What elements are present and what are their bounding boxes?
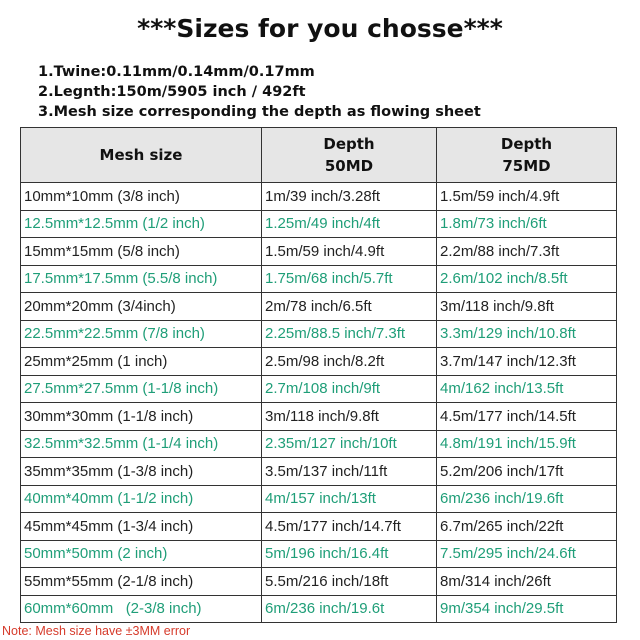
cell-mesh-size: 20mm*20mm (3/4inch) <box>21 293 262 321</box>
cell-depth-75md: 4m/162 inch/13.5ft <box>437 375 617 403</box>
table-header-row <box>21 128 617 183</box>
cell-depth-75md: 2.6m/102 inch/8.5ft <box>437 265 617 293</box>
table-row <box>21 513 617 541</box>
cell-depth-75md: 4.5m/177 inch/14.5ft <box>437 403 617 431</box>
spec-twine: 1.Twine:0.11mm/0.14mm/0.17mm <box>38 64 315 80</box>
cell-mesh-size: 15mm*15mm (5/8 inch) <box>21 238 262 266</box>
cell-depth-75md: 9m/354 inch/29.5ft <box>437 595 617 623</box>
cell-depth-75md: 3.3m/129 inch/10.8ft <box>437 320 617 348</box>
header-depth-50md <box>262 128 437 183</box>
table-row <box>21 568 617 596</box>
table-body <box>21 183 617 623</box>
cell-depth-50md: 2.7m/108 inch/9ft <box>262 375 437 403</box>
cell-mesh-size: 35mm*35mm (1-3/8 inch) <box>21 458 262 486</box>
cell-depth-50md: 3m/118 inch/9.8ft <box>262 403 437 431</box>
cell-depth-50md: 2.35m/127 inch/10ft <box>262 430 437 458</box>
table-row <box>21 595 617 623</box>
cell-mesh-size: 40mm*40mm (1-1/2 inch) <box>21 485 262 513</box>
table-row <box>21 265 617 293</box>
cell-depth-75md: 5.2m/206 inch/17ft <box>437 458 617 486</box>
cell-depth-50md: 5.5m/216 inch/18ft <box>262 568 437 596</box>
cell-depth-50md: 5m/196 inch/16.4ft <box>262 540 437 568</box>
cell-depth-50md: 4.5m/177 inch/14.7ft <box>262 513 437 541</box>
table-row <box>21 293 617 321</box>
cell-depth-75md: 6m/236 inch/19.6ft <box>437 485 617 513</box>
table-row <box>21 403 617 431</box>
table-row <box>21 485 617 513</box>
cell-depth-75md: 1.5m/59 inch/4.9ft <box>437 183 617 211</box>
page-title: ***Sizes for you chosse*** <box>137 14 503 43</box>
table-row <box>21 348 617 376</box>
cell-depth-75md: 2.2m/88 inch/7.3ft <box>437 238 617 266</box>
cell-mesh-size: 10mm*10mm (3/8 inch) <box>21 183 262 211</box>
cell-depth-50md: 1.75m/68 inch/5.7ft <box>262 265 437 293</box>
header-depth-unit: 50MD <box>324 157 374 175</box>
table-row <box>21 320 617 348</box>
cell-depth-75md: 3.7m/147 inch/12.3ft <box>437 348 617 376</box>
cell-mesh-size: 22.5mm*22.5mm (7/8 inch) <box>21 320 262 348</box>
cell-depth-50md: 6m/236 inch/19.6t <box>262 595 437 623</box>
cell-mesh-size: 60mm*60mm (2-3/8 inch) <box>21 595 262 623</box>
cell-depth-50md: 1m/39 inch/3.28ft <box>262 183 437 211</box>
table-row <box>21 183 617 211</box>
cell-depth-75md: 4.8m/191 inch/15.9ft <box>437 430 617 458</box>
cell-depth-75md: 7.5m/295 inch/24.6ft <box>437 540 617 568</box>
cell-depth-75md: 3m/118 inch/9.8ft <box>437 293 617 321</box>
header-mesh-size-label: Mesh size <box>99 146 183 164</box>
cell-mesh-size: 12.5mm*12.5mm (1/2 inch) <box>21 210 262 238</box>
table-row <box>21 375 617 403</box>
cell-mesh-size: 50mm*50mm (2 inch) <box>21 540 262 568</box>
spec-mesh-size: 3.Mesh size corresponding the depth as flowing sheet <box>38 104 481 120</box>
cell-depth-75md: 8m/314 inch/26ft <box>437 568 617 596</box>
size-table <box>20 127 617 623</box>
error-note: Note: Mesh size have ±3MM error <box>2 624 191 638</box>
spec-length: 2.Legnth:150m/5905 inch / 492ft <box>38 84 306 100</box>
cell-depth-75md: 6.7m/265 inch/22ft <box>437 513 617 541</box>
header-mesh-size <box>21 128 262 183</box>
cell-depth-75md: 1.8m/73 inch/6ft <box>437 210 617 238</box>
cell-mesh-size: 55mm*55mm (2-1/8 inch) <box>21 568 262 596</box>
cell-depth-50md: 4m/157 inch/13ft <box>262 485 437 513</box>
cell-depth-50md: 1.25m/49 inch/4ft <box>262 210 437 238</box>
table-row <box>21 430 617 458</box>
spec-list <box>38 62 481 122</box>
cell-mesh-size: 17.5mm*17.5mm (5.5/8 inch) <box>21 265 262 293</box>
cell-mesh-size: 45mm*45mm (1-3/4 inch) <box>21 513 262 541</box>
header-depth-unit: 75MD <box>502 157 551 175</box>
header-depth-label: Depth <box>500 135 553 153</box>
cell-mesh-size: 25mm*25mm (1 inch) <box>21 348 262 376</box>
cell-depth-50md: 2m/78 inch/6.5ft <box>262 293 437 321</box>
cell-mesh-size: 30mm*30mm (1-1/8 inch) <box>21 403 262 431</box>
table-row <box>21 238 617 266</box>
cell-depth-50md: 3.5m/137 inch/11ft <box>262 458 437 486</box>
header-depth-75md <box>437 128 617 183</box>
header-depth-label: Depth <box>323 135 375 153</box>
cell-depth-50md: 2.25m/88.5 inch/7.3ft <box>262 320 437 348</box>
cell-mesh-size: 32.5mm*32.5mm (1-1/4 inch) <box>21 430 262 458</box>
table-row <box>21 458 617 486</box>
cell-depth-50md: 1.5m/59 inch/4.9ft <box>262 238 437 266</box>
cell-mesh-size: 27.5mm*27.5mm (1-1/8 inch) <box>21 375 262 403</box>
table-row <box>21 210 617 238</box>
table-row <box>21 540 617 568</box>
cell-depth-50md: 2.5m/98 inch/8.2ft <box>262 348 437 376</box>
